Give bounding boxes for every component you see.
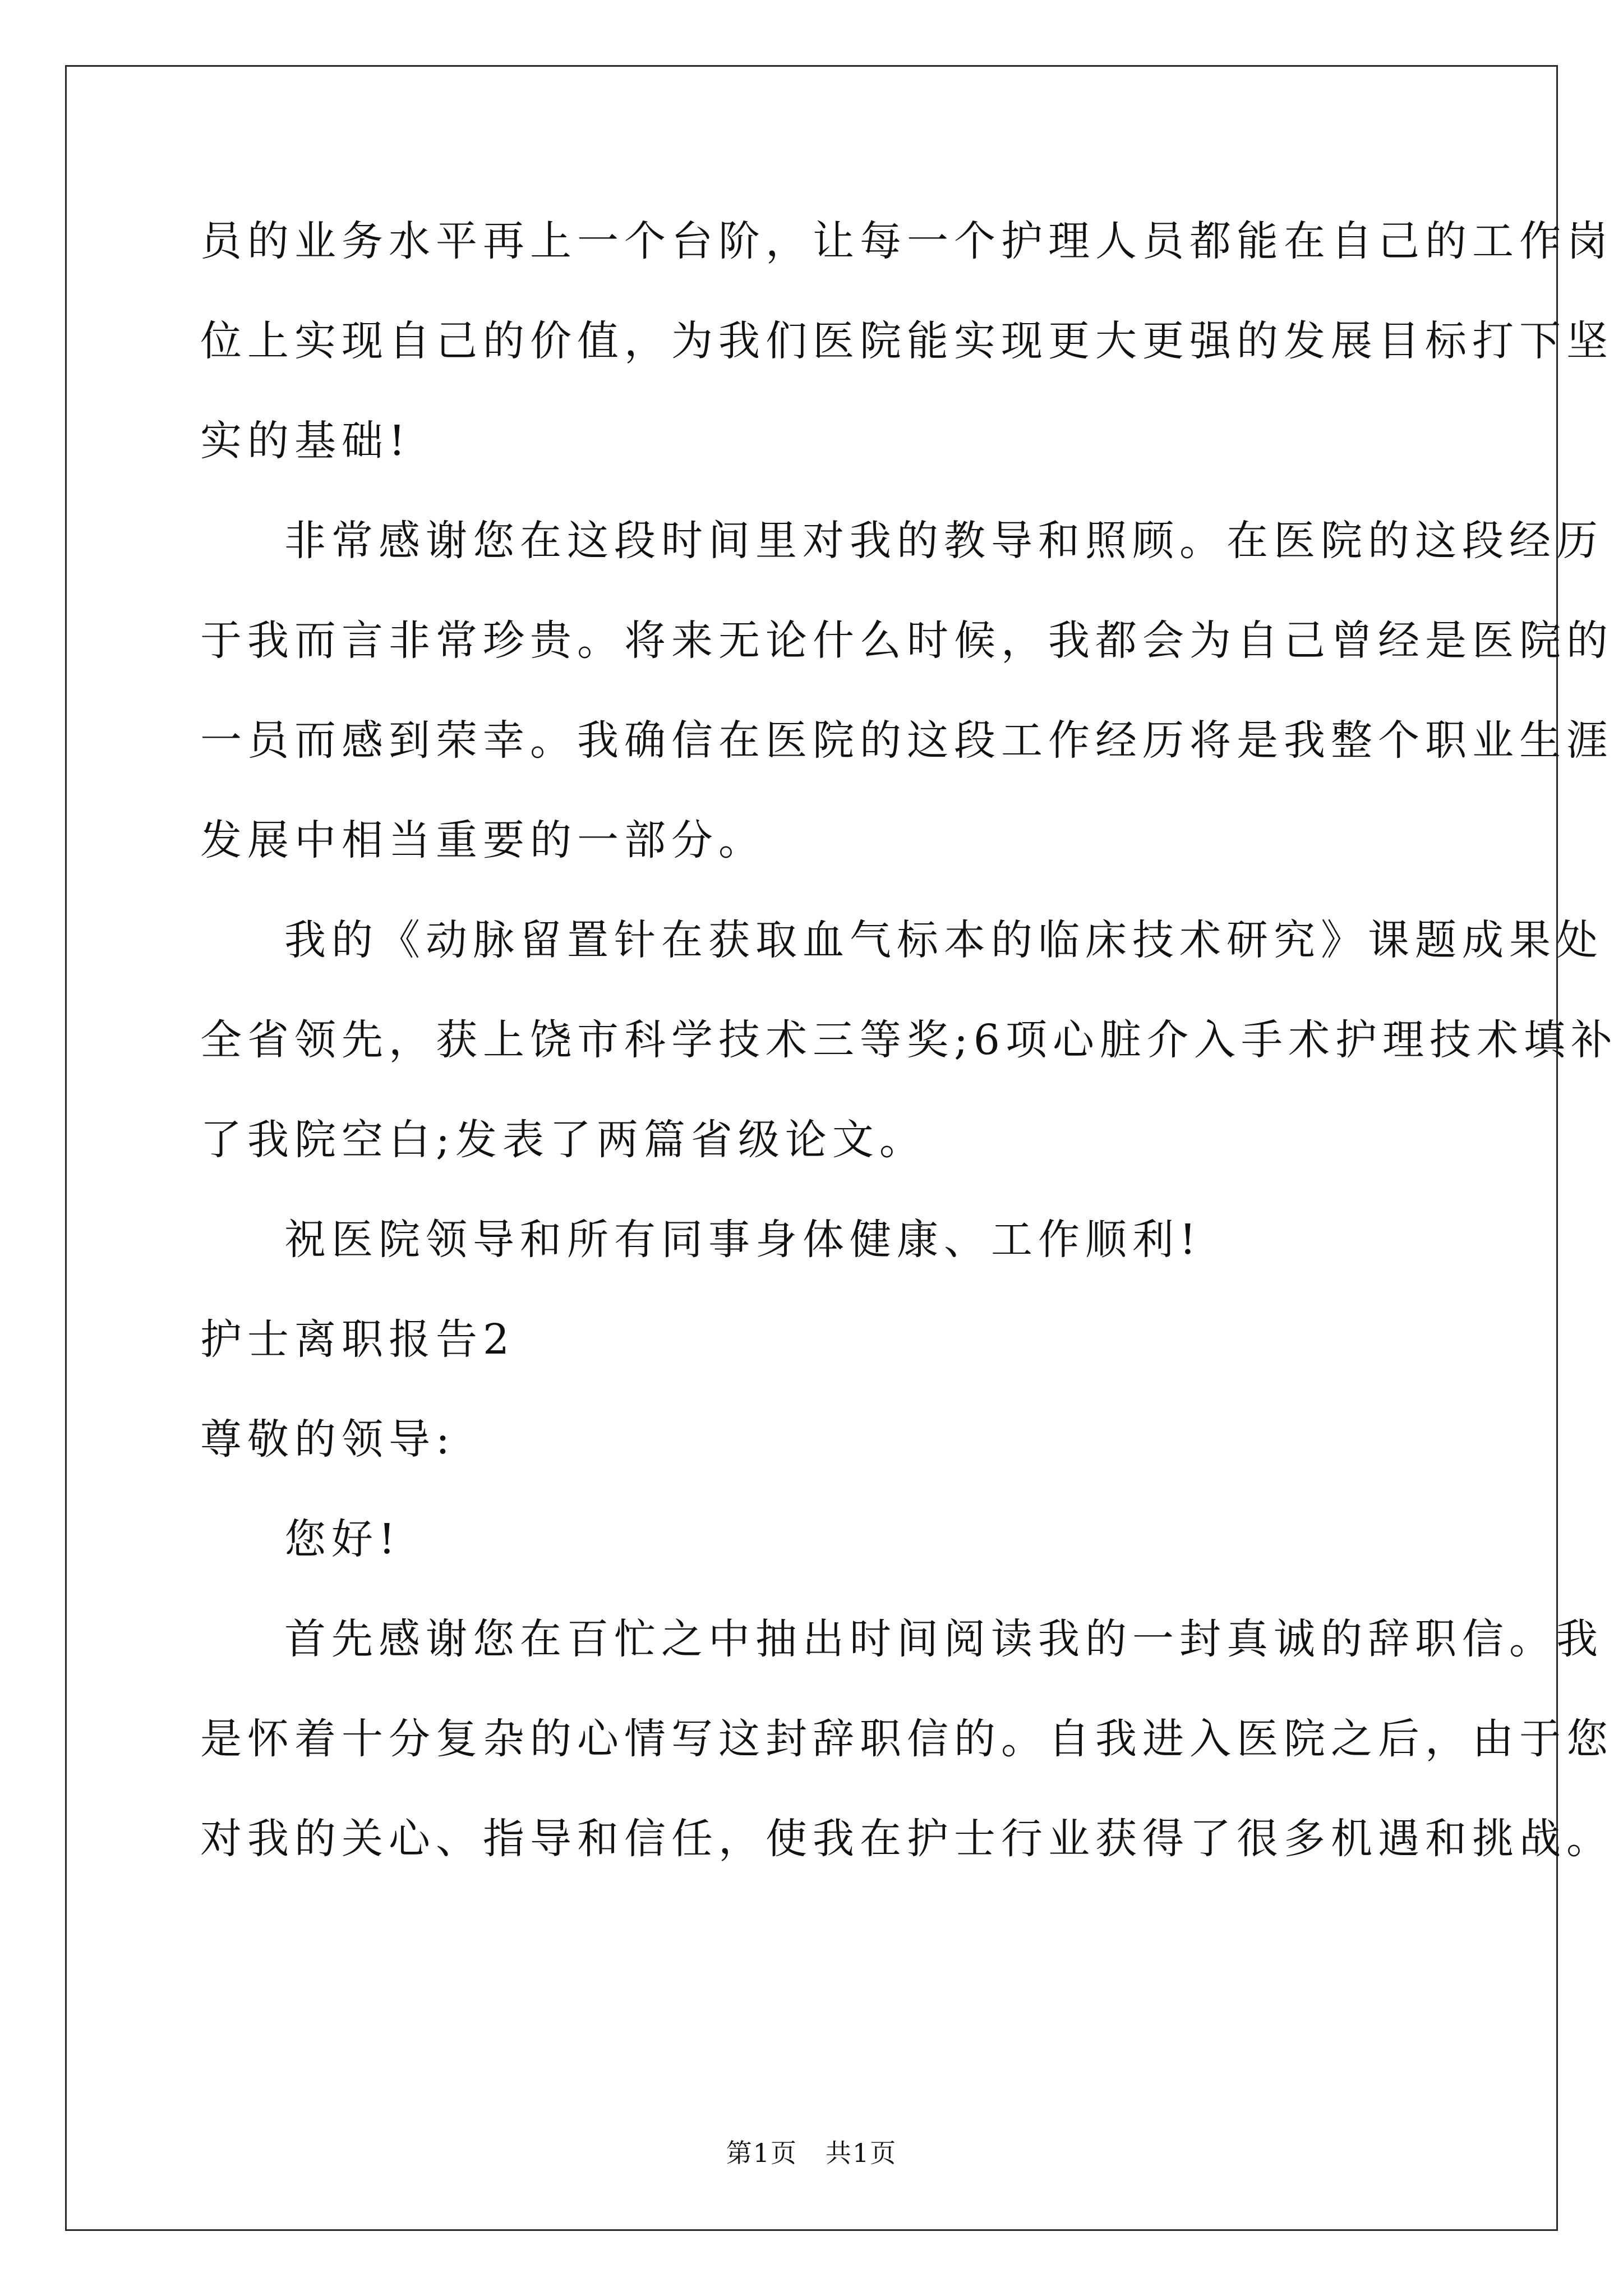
greeting: 您好! <box>284 1515 401 1563</box>
page-total: 共1页 <box>826 2138 897 2168</box>
body-line: 位上实现自己的价值，为我们医院能实现更大更强的发展目标打下坚 <box>200 317 1613 365</box>
body-line: 祝医院领导和所有同事身体健康、工作顺利! <box>284 1216 1202 1264</box>
body-line: 了我院空白;发表了两篇省级论文。 <box>200 1116 926 1164</box>
body-line: 首先感谢您在百忙之中抽出时间阅读我的一封真诚的辞职信。我 <box>284 1615 1603 1663</box>
body-line: 全省领先，获上饶市科学技术三等奖;6项心脏介入手术护理技术填补 <box>200 1016 1619 1064</box>
body-line: 我的《动脉留置针在获取血气标本的临床技术研究》课题成果处 <box>284 916 1603 964</box>
body-line: 一员而感到荣幸。我确信在医院的这段工作经历将是我整个职业生涯 <box>200 716 1613 765</box>
body-line: 员的业务水平再上一个台阶，让每一个护理人员都能在自己的工作岗 <box>200 217 1613 265</box>
body-line: 实的基础! <box>200 417 411 465</box>
body-line: 对我的关心、指导和信任，使我在护士行业获得了很多机遇和挑战。 <box>200 1815 1613 1863</box>
page-footer <box>0 2136 1623 2170</box>
page-number: 第1页 <box>726 2138 797 2168</box>
body-line: 发展中相当重要的一部分。 <box>200 816 766 864</box>
section-heading: 护士离职报告2 <box>200 1315 515 1364</box>
salutation: 尊敬的领导: <box>200 1415 455 1464</box>
body-line: 于我而言非常珍贵。将来无论什么时候，我都会为自己曾经是医院的 <box>200 616 1613 665</box>
body-line: 非常感谢您在这段时间里对我的教导和照顾。在医院的这段经历 <box>284 517 1603 565</box>
body-line: 是怀着十分复杂的心情写这封辞职信的。自我进入医院之后，由于您 <box>200 1715 1613 1763</box>
